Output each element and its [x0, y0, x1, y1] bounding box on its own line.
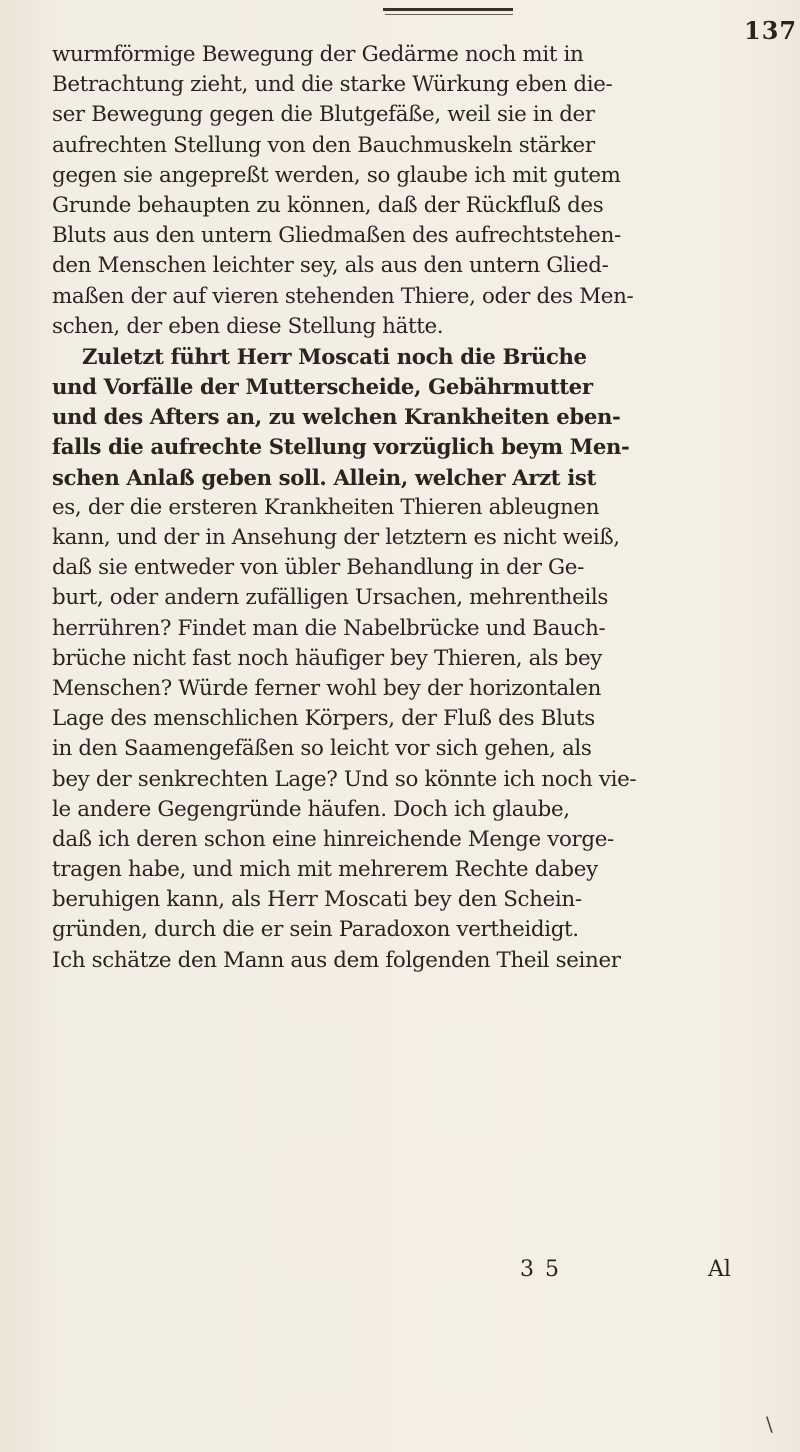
text-line: und des Afters an, zu welchen Krankheiten eben- — [52, 404, 621, 430]
text-line: beruhigen kann, als Herr Moscati bey den Schein- — [52, 887, 582, 913]
text-line: gegen sie angepreßt werden, so glaube ich mit gutem — [52, 162, 621, 188]
text-line: schen, der eben diese Stellung hätte. — [52, 313, 444, 339]
text-line: ser Bewegung gegen die Blutgefäße, weil sie in der — [52, 102, 595, 128]
text-line: aufrechten Stellung von den Bauchmuskeln stärker — [52, 132, 595, 158]
header-rule-thin — [385, 14, 513, 15]
catchword: Al — [708, 1257, 731, 1282]
text-line: burt, oder andern zufälligen Ursachen, mehrentheils — [52, 585, 608, 611]
text-line: falls die aufrechte Stellung vorzüglich beym Men- — [52, 434, 630, 460]
text-line: und Vorfälle der Mutterscheide, Gebährmutter — [52, 374, 593, 400]
text-line: daß ich deren schon eine hinreichende Menge vorge- — [52, 826, 614, 852]
text-line: brüche nicht fast noch häufiger bey Thieren, als bey — [52, 645, 603, 671]
text-line: herrühren? Findet man die Nabelbrücke und Bauch- — [52, 615, 606, 641]
header-rule — [383, 8, 513, 11]
text-line: daß sie entweder von übler Behandlung in der Ge- — [52, 555, 584, 581]
text-line: wurmförmige Bewegung der Gedärme noch mit in — [52, 42, 584, 67]
page-number: 137 — [744, 16, 798, 45]
text-line: den Menschen leichter sey, als aus den untern Glied- — [52, 253, 609, 279]
edge-mark: \ — [766, 1412, 773, 1436]
text-line: es, der die ersteren Krankheiten Thieren ableugnen — [52, 494, 600, 520]
text-line: tragen habe, und mich mit mehrerem Rechte dabey — [52, 857, 598, 883]
body-text — [52, 40, 766, 976]
text-line: Ich schätze den Mann aus dem folgenden Theil seiner — [52, 947, 621, 973]
text-line: Grunde behaupten zu können, daß der Rückfluß des — [52, 192, 604, 218]
text-line: kann, und der in Ansehung der letztern es nicht weiß, — [52, 525, 620, 550]
text-line: maßen der auf vieren stehenden Thiere, oder des Men- — [52, 283, 634, 309]
signature-mark: 3 5 — [520, 1257, 561, 1282]
text-line: Betrachtung zieht, und die starke Würkung eben die- — [52, 72, 613, 98]
text-line: Zuletzt führt Herr Moscati noch die Brüche — [82, 343, 587, 369]
text-line: schen Anlaß geben soll. Allein, welcher Arzt ist — [52, 464, 596, 490]
text-line: gründen, durch die er sein Paradoxon vertheidigt. — [52, 917, 579, 943]
text-line: Bluts aus den untern Gliedmaßen des aufrechtstehen- — [52, 223, 621, 249]
text-line: in den Saamengefäßen so leicht vor sich gehen, als — [52, 736, 592, 762]
text-line: Menschen? Würde ferner wohl bey der horizontalen — [52, 675, 601, 701]
text-line: bey der senkrechten Lage? Und so könnte ich noch vie- — [52, 766, 637, 792]
text-line: le andere Gegengründe häufen. Doch ich glaube, — [52, 796, 570, 822]
text-line: Lage des menschlichen Körpers, der Fluß des Bluts — [52, 706, 595, 732]
